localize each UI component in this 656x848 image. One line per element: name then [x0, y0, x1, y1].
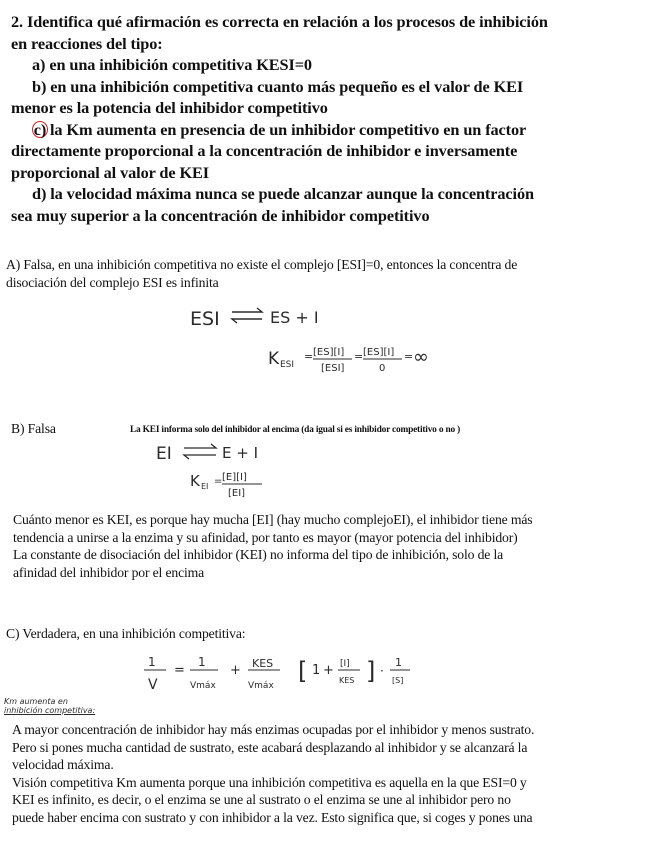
handwritten-note-line: Km aumenta en: [4, 697, 68, 706]
option-c-cont: directamente proporcional a la concentración de inhibidor e inversamente: [11, 141, 518, 160]
eq-plus: +: [230, 663, 241, 678]
eq-kei-symbol: K: [190, 472, 200, 490]
handwritten-note-line: inhibición competitiva:: [4, 706, 96, 715]
answer-a-line: A) Falsa, en una inhibición competitiva no existe el complejo [ESI]=0, entonces la concentra de: [6, 257, 518, 272]
answer-c-equation: [138, 648, 428, 698]
answer-c-text: [12, 721, 534, 826]
eq-kes: KES: [252, 657, 274, 670]
option-b-cont: menor es la potencia del inhibidor competitivo: [11, 98, 328, 117]
eq-vmax: Vmáx: [248, 681, 274, 691]
answer-b-note: La KEI informa solo del inhibidor al encima (da igual si es inhibidor competitivo o no ): [130, 425, 461, 435]
eq-kesi-symbol: K: [268, 349, 280, 369]
eq-equals: =: [354, 350, 364, 363]
eq-equals: =: [404, 350, 414, 363]
answer-a-equations: [180, 298, 500, 383]
eq-i: [I]: [340, 659, 350, 669]
eq-denominator: [ESI]: [321, 363, 345, 374]
eq-ei-left: EI: [156, 444, 172, 464]
bracket-open: [: [298, 657, 308, 685]
answer-c-line: KEI es infinito, es decir, o el enzima se une al sustrato o el enzima se une al inhibidor pero no: [12, 792, 511, 807]
eq-one: 1: [198, 655, 206, 669]
option-d-cont: sea muy superior a la concentración de inhibidor competitivo: [11, 205, 430, 225]
eq-es-plus-i: ES + I: [270, 308, 319, 327]
question-line: en reacciones del tipo:: [11, 33, 163, 53]
eq-dot: ·: [380, 664, 384, 678]
answer-b-line: tendencia a unirse a la enzima y su afinidad, por tanto es mayor (mayor potencia del inhibidor): [13, 529, 518, 545]
eq-denominator: 0: [379, 363, 386, 374]
answer-c-line: Visión competitiva Km aumenta porque una inhibición competitiva es aquella en la que ESI=0 y: [12, 774, 527, 790]
eq-e-plus-i: E + I: [222, 444, 259, 462]
answer-b-label: B) Falsa: [11, 421, 56, 436]
answer-c-label: C) Verdadera, en una inhibición competitiva:: [6, 626, 246, 641]
answer-b-line: La constante de disociación del inhibidor (KEI) no informa del tipo de inhibición, solo de la: [13, 547, 504, 562]
eq-kesi-subscript: ESI: [280, 360, 295, 370]
answer-b-text: [13, 511, 532, 581]
eq-numerator: [ES][I]: [363, 347, 395, 358]
eq-kes: KES: [339, 676, 355, 685]
option-c: [11, 119, 548, 141]
eq-esi-left: ESI: [190, 308, 220, 330]
eq-one: 1: [395, 656, 402, 669]
answer-c-line: Pero si pones mucha cantidad de sustrato, este acabará desplazando al inhibidor y se alcanzará la: [12, 739, 528, 755]
answer-b-line: Cuánto menor es KEI, es porque hay mucha [EI] (hay mucho complejoEI), el inhibidor tiene más: [13, 512, 533, 527]
eq-one: 1: [312, 663, 321, 678]
option-c-text: la Km aumenta en presencia de un inhibidor competitivo en un factor: [50, 119, 527, 139]
question-line: 2. Identifica qué afirmación es correcta en relación a los procesos de inhibición: [11, 12, 548, 31]
eq-numerator: [ES][I]: [313, 347, 345, 358]
eq-numerator: [E][I]: [222, 472, 247, 483]
answer-c-line: velocidad máxima.: [12, 757, 114, 772]
option-c-circled-letter: c): [33, 119, 47, 139]
equilibrium-arrows-icon: [184, 444, 216, 459]
answer-b-line: afinidad del inhibidor por el encima: [13, 564, 205, 580]
answer-a-line: disociación del complejo ESI es infinita: [6, 274, 219, 290]
eq-vmax: Vmáx: [190, 681, 216, 691]
option-b: b) en una inhibición competitiva cuanto más pequeño es el valor de KEI: [32, 76, 524, 96]
option-a: a) en una inhibición competitiva KESI=0: [32, 55, 312, 74]
answer-c-line: A mayor concentración de inhibidor hay más enzimas ocupadas por el inhibidor y menos sustrato.: [12, 722, 535, 737]
infinity-symbol: ∞: [413, 346, 429, 368]
eq-denominator: [EI]: [228, 488, 246, 499]
option-c-cont: proporcional al valor de KEI: [11, 162, 210, 182]
eq-s: [S]: [392, 676, 404, 685]
handwritten-note: [4, 697, 95, 715]
eq-one: 1: [148, 655, 156, 669]
answer-b-equations: [150, 438, 310, 504]
eq-v: V: [148, 677, 158, 693]
question-block: [11, 11, 548, 226]
eq-equals: =: [174, 663, 185, 678]
eq-equals: =: [214, 476, 223, 487]
eq-equals: =: [304, 350, 314, 363]
eq-kei-subscript: EI: [201, 482, 209, 491]
eq-plus: +: [323, 663, 334, 678]
answer-a-text: [6, 256, 517, 291]
bracket-close: ]: [366, 657, 376, 685]
answer-c-line: puede haber encima con sustrato y con inhibidor a la vez. Esto significa que, si coges y pones una: [12, 809, 533, 825]
equilibrium-arrows-icon: [232, 308, 262, 323]
option-d: d) la velocidad máxima nunca se puede alcanzar aunque la concentración: [32, 184, 534, 203]
